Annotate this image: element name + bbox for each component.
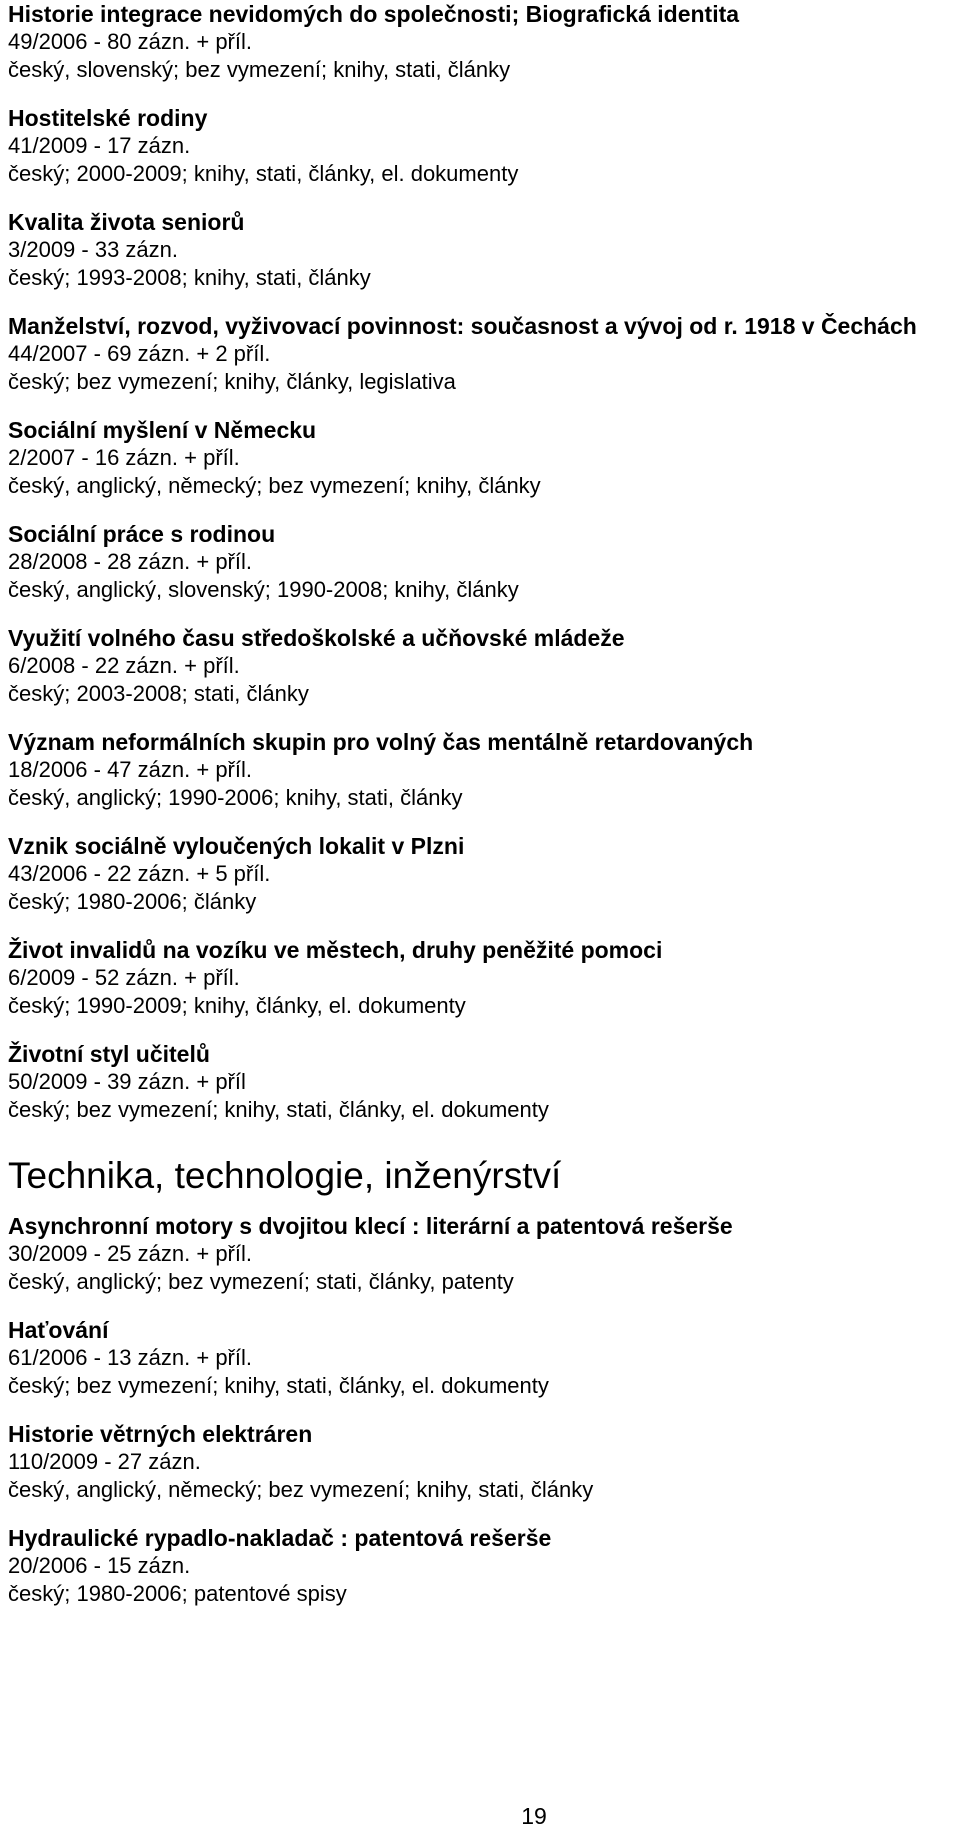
entry-meta: 30/2009 - 25 zázn. + příl. xyxy=(8,1241,252,1266)
catalog-entry xyxy=(8,1316,948,1400)
entry-description: český, anglický, slovenský; 1990-2008; knihy, články xyxy=(8,577,519,602)
entry-title: Historie integrace nevidomých do společnosti; Biografická identita xyxy=(8,1,740,27)
entry-title: Životní styl učitelů xyxy=(8,1041,210,1067)
entry-meta: 28/2008 - 28 zázn. + příl. xyxy=(8,549,252,574)
entry-meta: 110/2009 - 27 zázn. xyxy=(8,1449,201,1474)
entry-title: Hydraulické rypadlo-nakladač : patentová rešerše xyxy=(8,1525,552,1551)
entry-meta: 61/2006 - 13 zázn. + příl. xyxy=(8,1345,252,1370)
entry-title: Význam neformálních skupin pro volný čas mentálně retardovaných xyxy=(8,729,754,755)
entry-meta: 44/2007 - 69 zázn. + 2 příl. xyxy=(8,341,271,366)
entry-title: Historie větrných elektráren xyxy=(8,1421,313,1447)
entry-description: český; bez vymezení; knihy, stati, články, el. dokumenty xyxy=(8,1373,549,1398)
entry-description: český; 2003-2008; stati, články xyxy=(8,681,309,706)
entry-description: český; bez vymezení; knihy, stati, články, el. dokumenty xyxy=(8,1097,549,1122)
document-page xyxy=(8,0,948,1608)
entry-description: český, anglický; 1990-2006; knihy, stati, články xyxy=(8,785,463,810)
entry-meta: 6/2009 - 52 zázn. + příl. xyxy=(8,965,240,990)
entry-description: český; 2000-2009; knihy, stati, články, el. dokumenty xyxy=(8,161,519,186)
catalog-entry xyxy=(8,520,948,604)
catalog-entry xyxy=(8,416,948,500)
entry-description: český, slovenský; bez vymezení; knihy, stati, články xyxy=(8,57,511,82)
catalog-entry xyxy=(8,728,948,812)
catalog-entry xyxy=(8,1524,948,1608)
catalog-entry xyxy=(8,1420,948,1504)
entry-description: český, anglický, německý; bez vymezení; knihy, články xyxy=(8,473,541,498)
entry-title: Sociální práce s rodinou xyxy=(8,521,276,547)
catalog-entry xyxy=(8,312,948,396)
entry-title: Hostitelské rodiny xyxy=(8,105,208,131)
entry-description: český; 1993-2008; knihy, stati, články xyxy=(8,265,371,290)
entry-meta: 18/2006 - 47 zázn. + příl. xyxy=(8,757,252,782)
catalog-entry xyxy=(8,832,948,916)
entry-description: český, anglický, německý; bez vymezení; knihy, stati, články xyxy=(8,1477,594,1502)
entry-meta: 6/2008 - 22 zázn. + příl. xyxy=(8,653,240,678)
entry-title: Haťování xyxy=(8,1317,109,1343)
entry-meta: 43/2006 - 22 zázn. + 5 příl. xyxy=(8,861,271,886)
entry-title: Kvalita života seniorů xyxy=(8,209,245,235)
catalog-entry xyxy=(8,104,948,188)
catalog-entry xyxy=(8,0,948,84)
entry-description: český; 1980-2006; články xyxy=(8,889,257,914)
catalog-entry xyxy=(8,1212,948,1296)
entry-meta: 2/2007 - 16 zázn. + příl. xyxy=(8,445,240,470)
page-number: 19 xyxy=(521,1803,547,1829)
entry-description: český; 1980-2006; patentové spisy xyxy=(8,1581,347,1606)
entry-title: Život invalidů na vozíku ve městech, druhy peněžité pomoci xyxy=(8,937,663,963)
catalog-entry xyxy=(8,1040,948,1124)
entry-meta: 20/2006 - 15 zázn. xyxy=(8,1553,191,1578)
entry-description: český; bez vymezení; knihy, články, legislativa xyxy=(8,369,456,394)
entry-title: Vznik sociálně vyloučených lokalit v Plzni xyxy=(8,833,465,859)
entry-title: Sociální myšlení v Německu xyxy=(8,417,317,443)
catalog-entry xyxy=(8,624,948,708)
entry-meta: 50/2009 - 39 zázn. + příl xyxy=(8,1069,246,1094)
entry-description: český, anglický; bez vymezení; stati, články, patenty xyxy=(8,1269,514,1294)
entry-title: Využití volného času středoškolské a učňovské mládeže xyxy=(8,625,625,651)
catalog-entry xyxy=(8,936,948,1020)
entry-meta: 41/2009 - 17 zázn. xyxy=(8,133,191,158)
entry-title: Asynchronní motory s dvojitou klecí : literární a patentová rešerše xyxy=(8,1213,733,1239)
section-heading: Technika, technologie, inženýrství xyxy=(8,1155,562,1196)
catalog-entry xyxy=(8,208,948,292)
entry-description: český; 1990-2009; knihy, články, el. dokumenty xyxy=(8,993,466,1018)
entry-meta: 49/2006 - 80 zázn. + příl. xyxy=(8,29,252,54)
entry-title: Manželství, rozvod, vyživovací povinnost: současnost a vývoj od r. 1918 v Čechách xyxy=(8,313,917,339)
entry-meta: 3/2009 - 33 zázn. xyxy=(8,237,179,262)
